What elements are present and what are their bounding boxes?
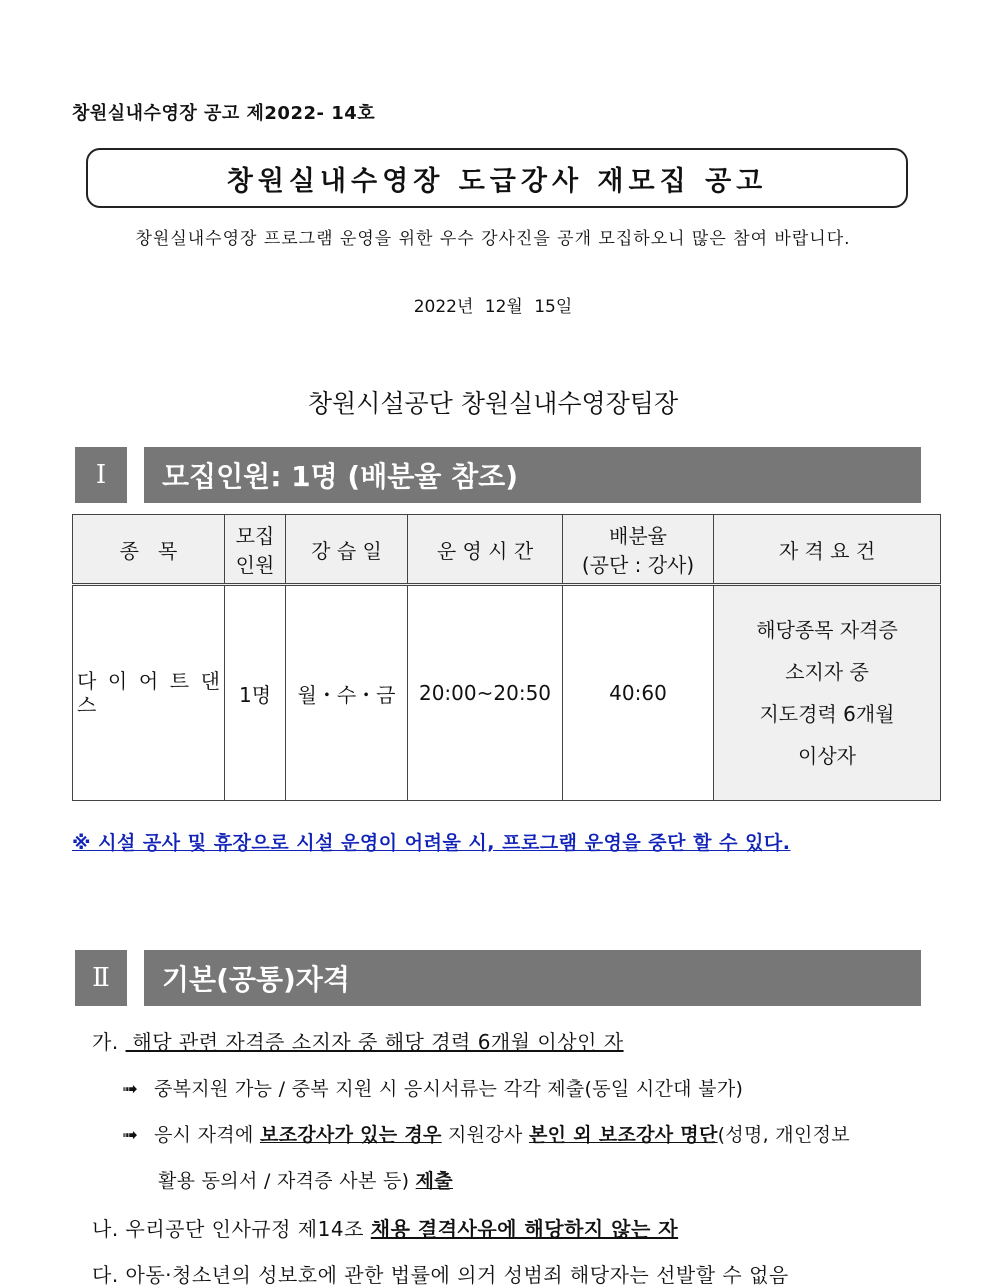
sub-item-2-f: 활용 동의서 / 자격증 사본 등) xyxy=(158,1170,416,1192)
page-title: 창원실내수영장 도급강사 재모집 공고 xyxy=(226,165,768,197)
header-ratio-line1: 배분율 xyxy=(609,524,667,548)
header-ratio-line2: (공단 : 강사) xyxy=(581,553,695,577)
header-count xyxy=(225,515,286,585)
sub-item-2-a: 응시 자격에 xyxy=(154,1124,260,1146)
qualification-line: 지도경력 6개월 xyxy=(759,702,895,726)
cell-event xyxy=(73,585,225,801)
notice-date: 2022년 12월 15일 xyxy=(413,297,573,317)
item-ga-prefix: 가. xyxy=(92,1030,119,1054)
header-event: 종 목 xyxy=(73,515,225,585)
event-name: 다 이 어 트 댄 스 xyxy=(77,669,220,717)
cell-count: 1명 xyxy=(225,585,286,801)
item-na-bold: 채용 결격사유에 해당하지 않는 자 xyxy=(370,1217,679,1241)
table-row xyxy=(73,585,941,801)
cell-qualification xyxy=(714,585,941,801)
cell-ratio: 40:60 xyxy=(563,585,714,801)
section2-title: 기본(공통)자격 xyxy=(144,950,921,1006)
header-ratio xyxy=(563,515,714,585)
section1-title: 모집인원: 1명 (배분율 참조) xyxy=(144,447,921,503)
sub-item-2-c: 지원강사 xyxy=(441,1124,529,1146)
intro-text: 창원실내수영장 프로그램 운영을 위한 우수 강사진을 공개 모집하오니 많은 참여 바랍니다. xyxy=(135,229,851,249)
sub-item-2-b: 보조강사가 있는 경우 xyxy=(259,1124,442,1146)
header-count-line1: 모집 xyxy=(235,524,275,548)
issuer: 창원시설공단 창원실내수영장팀장 xyxy=(307,389,679,418)
item-ga xyxy=(92,1026,624,1055)
arrow-icon: ➟ xyxy=(122,1124,139,1146)
qualification-line: 소지자 중 xyxy=(785,660,869,684)
sub-item-2-g: 제출 xyxy=(415,1170,453,1192)
item-da: 다. 아동·청소년의 성보호에 관한 법률에 의거 성범죄 해당자는 선발할 수 없음 xyxy=(92,1263,789,1287)
sub-item-1 xyxy=(122,1074,743,1101)
header-qualification: 자 격 요 건 xyxy=(714,515,941,585)
arrow-icon: ➟ xyxy=(122,1078,139,1100)
item-ga-text: 해당 관련 자격증 소지자 중 해당 경력 6개월 이상인 자 xyxy=(125,1030,624,1054)
table-header-row xyxy=(73,515,941,585)
header-count-line2: 인원 xyxy=(235,553,275,577)
header-days: 강 습 일 xyxy=(286,515,408,585)
qualification-line: 이상자 xyxy=(798,744,856,768)
caution-note: ※ 시설 공사 및 휴장으로 시설 운영이 어려울 시, 프로그램 운영을 중단 할 수 있다. xyxy=(72,832,791,854)
recruitment-table xyxy=(72,514,941,801)
sub-item-2-e: (성명, 개인정보 xyxy=(717,1124,850,1146)
qualification-line: 해당종목 자격증 xyxy=(756,618,898,642)
sub-item-2-continued xyxy=(158,1166,453,1193)
title-box xyxy=(86,148,908,208)
header-time: 운 영 시 간 xyxy=(408,515,563,585)
cell-days: 월・수・금 xyxy=(286,585,408,801)
notice-number: 창원실내수영장 공고 제2022- 14호 xyxy=(72,103,376,124)
item-na xyxy=(92,1213,678,1242)
item-na-prefix: 나. 우리공단 인사규정 제14조 xyxy=(92,1217,371,1241)
sub-item-1-text: 중복지원 가능 / 중복 지원 시 응시서류는 각각 제출(동일 시간대 불가) xyxy=(154,1078,744,1100)
sub-item-2-d: 본인 외 보조강사 명단 xyxy=(528,1124,718,1146)
section1-number: Ⅰ xyxy=(75,447,127,503)
cell-time: 20:00~20:50 xyxy=(408,585,563,801)
section2-number: Ⅱ xyxy=(75,950,127,1006)
sub-item-2 xyxy=(122,1120,850,1147)
